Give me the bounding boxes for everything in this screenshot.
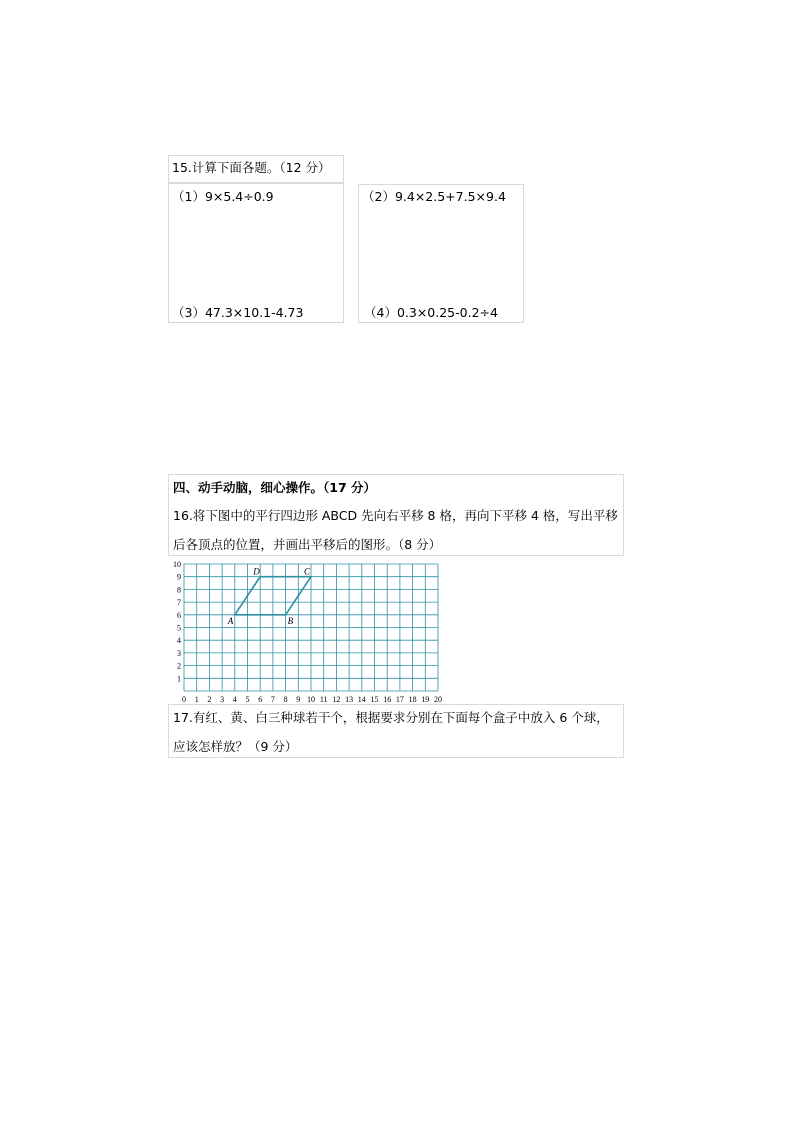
q15-item-3: （3）47.3×10.1-4.73 — [172, 305, 304, 320]
q16-line2: 后各顶点的位置，并画出平移后的图形。（8 分） — [173, 537, 442, 552]
y-tick-label: 1 — [177, 674, 181, 684]
y-tick-label: 5 — [177, 623, 181, 633]
y-tick-label: 3 — [177, 648, 181, 658]
x-tick-label: 2 — [207, 695, 212, 704]
y-tick-label: 7 — [177, 598, 181, 608]
x-tick-label: 3 — [220, 695, 225, 704]
y-tick-label: 4 — [177, 636, 181, 646]
x-tick-label: 5 — [245, 695, 250, 704]
vertex-label: B — [287, 615, 294, 626]
x-tick-label: 15 — [370, 695, 379, 704]
y-tick-label: 2 — [177, 661, 181, 671]
y-tick-label: 6 — [177, 610, 181, 620]
x-tick-label: 14 — [357, 695, 366, 704]
x-tick-label: 8 — [283, 695, 288, 704]
y-tick-label: 8 — [177, 585, 181, 595]
x-tick-label: 9 — [296, 695, 301, 704]
vertex-label: C — [304, 566, 311, 577]
x-tick-label: 18 — [408, 695, 417, 704]
x-tick-label: 7 — [270, 695, 275, 704]
q17-line1: 17.有红、黄、白三种球若干个，根据要求分别在下面每个盒子中放入 6 个球， — [173, 710, 609, 725]
vertex-label: A — [227, 615, 234, 626]
x-tick-label: 1 — [194, 695, 199, 704]
x-tick-label: 4 — [232, 695, 237, 704]
y-tick-label: 10 — [173, 560, 181, 569]
x-tick-label: 0 — [182, 695, 186, 704]
q15-title: 15.计算下面各题。（12 分） — [172, 160, 331, 175]
x-tick-label: 12 — [332, 695, 341, 704]
section4-heading: 四、动手动脑，细心操作。（17 分） — [173, 480, 376, 495]
x-tick-label: 13 — [345, 695, 354, 704]
x-tick-label: 20 — [434, 695, 442, 704]
q15-item-4: （4）0.3×0.25-0.2÷4 — [364, 305, 498, 320]
x-tick-label: 11 — [319, 695, 328, 704]
x-tick-label: 19 — [421, 695, 430, 704]
x-tick-label: 6 — [258, 695, 263, 704]
x-tick-label: 17 — [395, 695, 404, 704]
vertex-label: D — [253, 566, 260, 577]
q15-item-2: （2）9.4×2.5+7.5×9.4 — [362, 189, 506, 204]
x-tick-label: 16 — [383, 695, 392, 704]
q15-item-1: （1）9×5.4÷0.9 — [172, 189, 274, 204]
q17-line2: 应该怎样放？（9 分） — [173, 739, 298, 754]
q16-line1: 16.将下图中的平行四边形 ABCD 先向右平移 8 格，再向下平移 4 格，写出平移 — [173, 508, 618, 523]
x-tick-label: 10 — [307, 695, 315, 704]
coordinate-grid — [168, 558, 448, 706]
y-tick-label: 9 — [177, 572, 181, 582]
